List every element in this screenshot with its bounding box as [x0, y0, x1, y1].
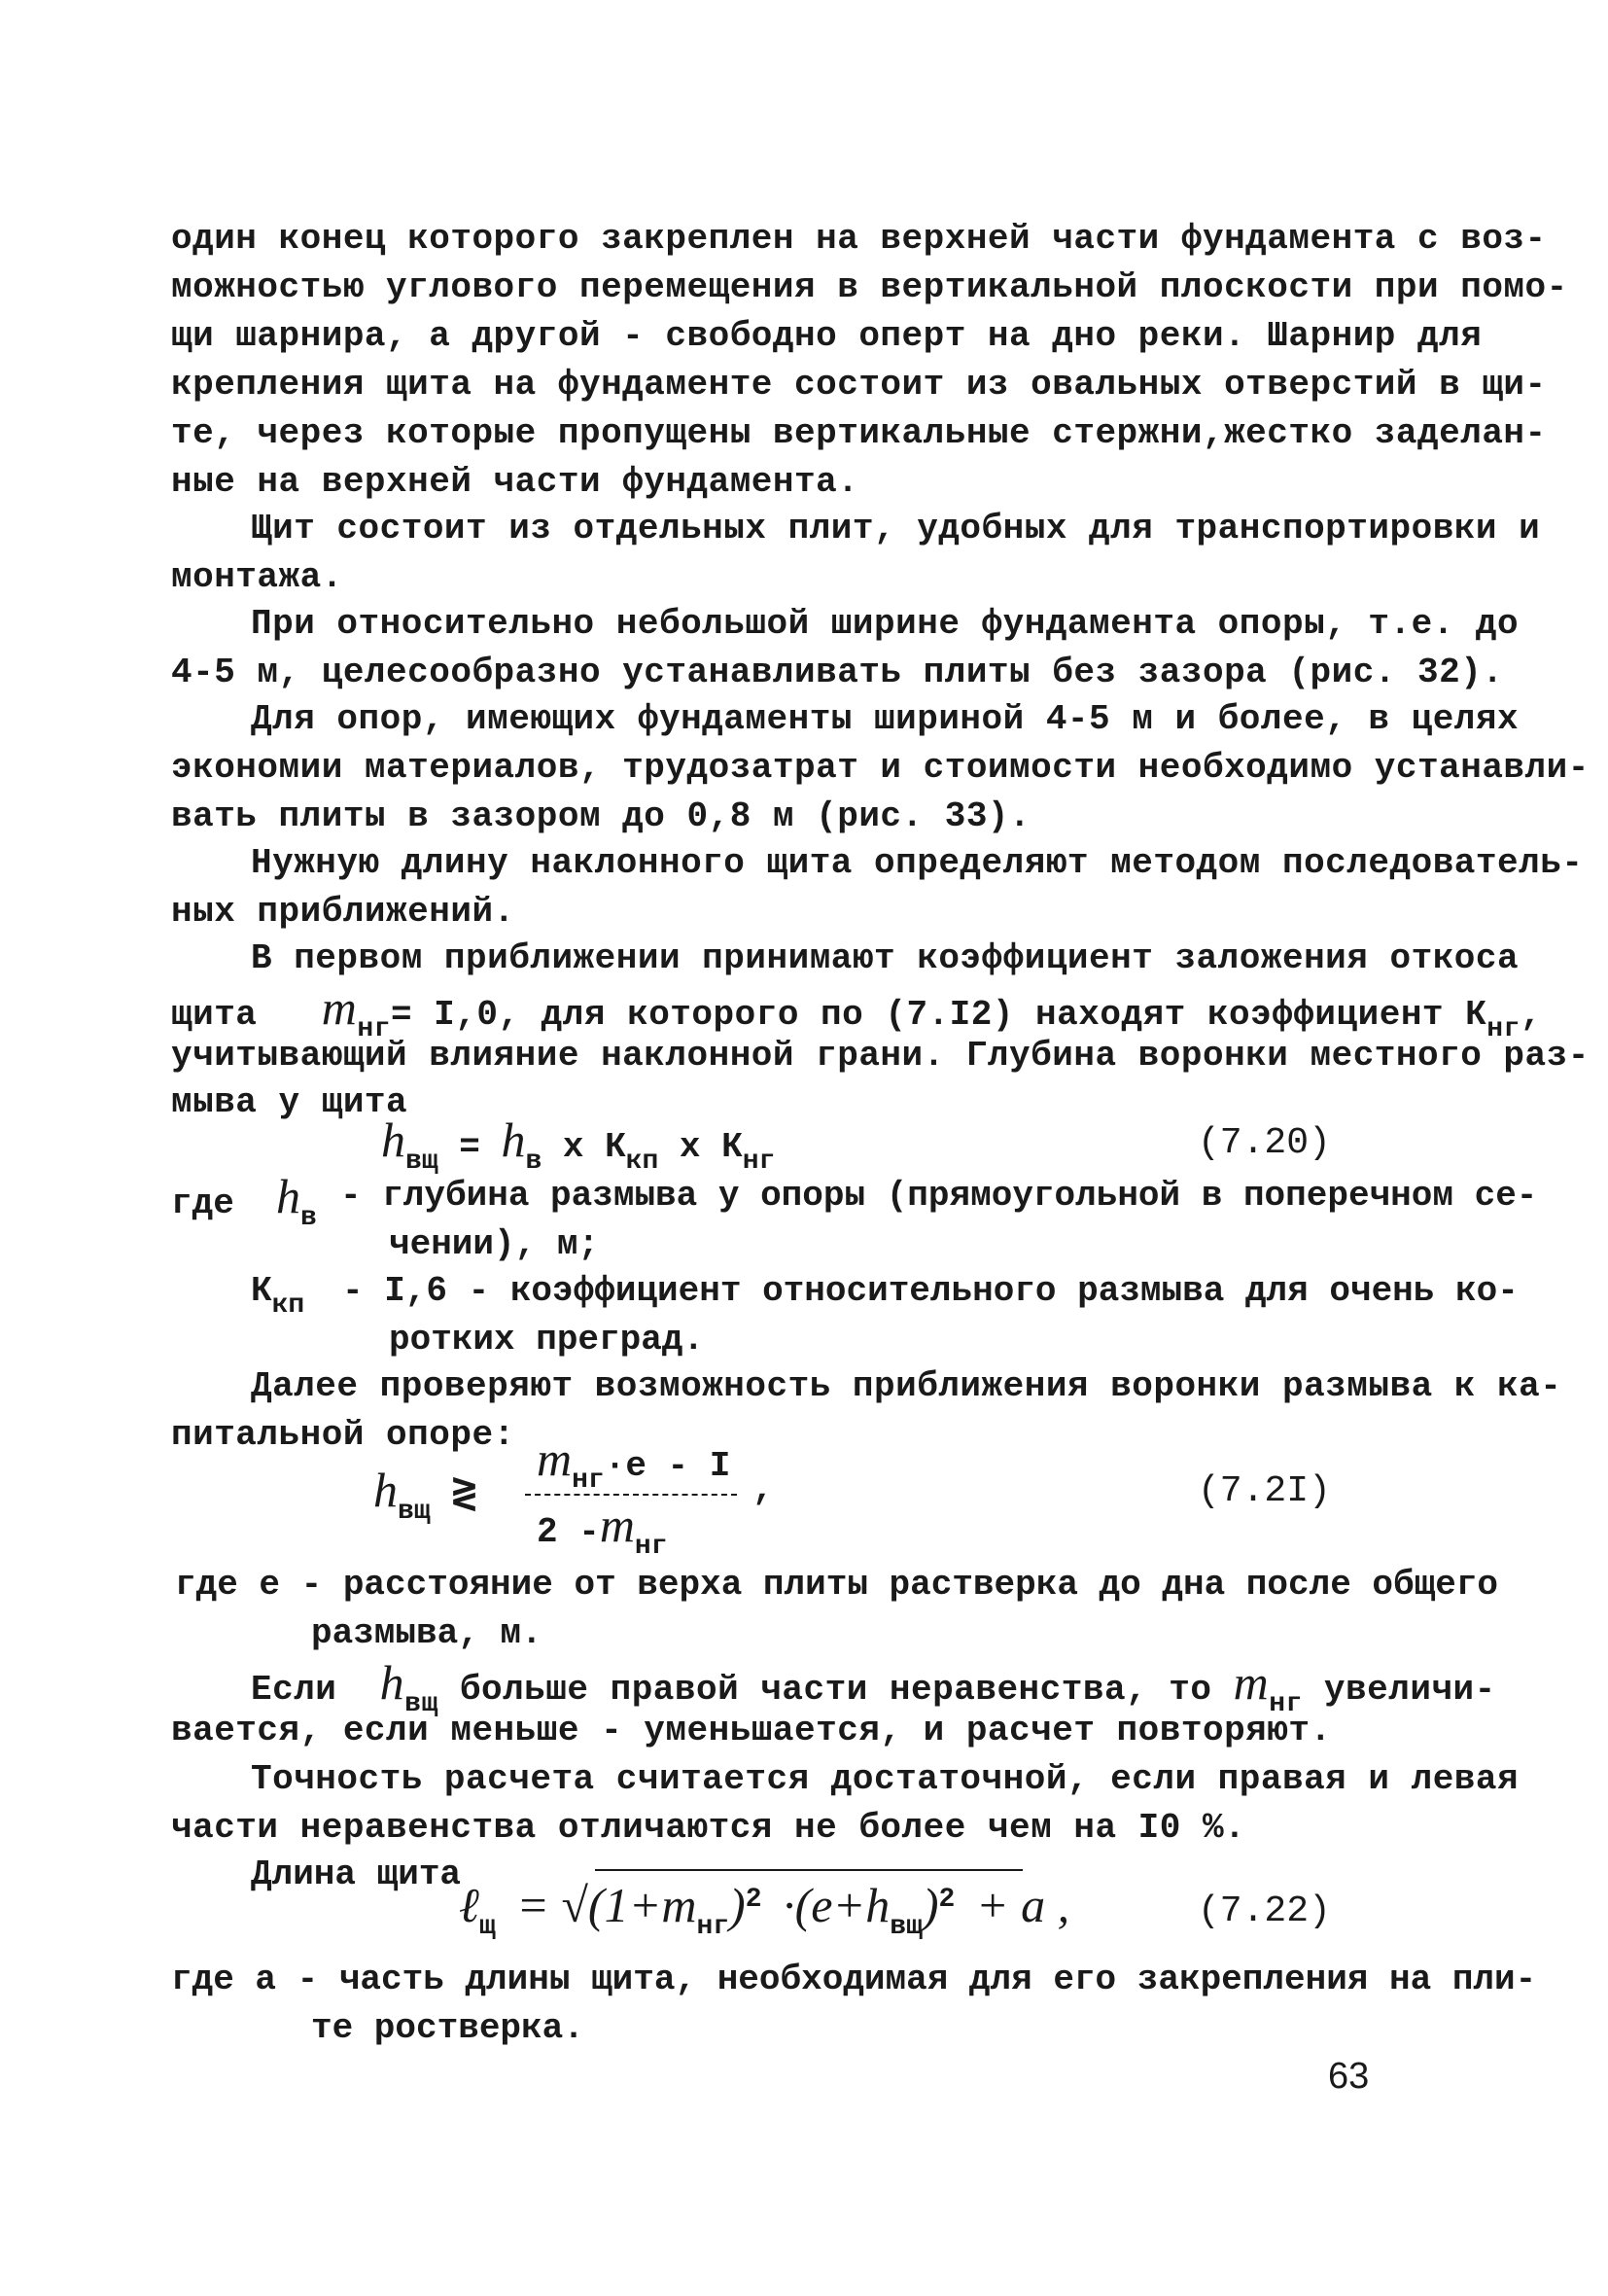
symbol-m: m: [321, 980, 358, 1035]
text-line: ные на верхней части фундамента.: [171, 462, 859, 502]
text-line: где е - расстояние от верха плиты растверка до дна после общего: [175, 1565, 1499, 1605]
where-label: где $h_в$: [171, 1169, 317, 1233]
text-line: вать плиты в зазором до 0,8 м (рис. 33).: [171, 796, 1031, 836]
text-line: мыва у щита: [171, 1082, 408, 1122]
text-line: ротких преград.: [389, 1320, 705, 1360]
text-line: чении), м;: [389, 1224, 600, 1264]
text-line: крепления щита на фундаменте состоит из овальных отверстий в щи-: [171, 365, 1547, 405]
text-line: Точность расчета считается достаточной, если правая и левая: [251, 1759, 1520, 1799]
text-line: экономии материалов, трудозатрат и стоимости необходимо устанавли-: [171, 748, 1590, 788]
text-line: можностью углового перемещения в вертикальной плоскости при помо-: [171, 267, 1568, 307]
text-line: части неравенства отличаются не более чем на I0 %.: [171, 1808, 1246, 1848]
page-number: 63: [1328, 2056, 1370, 2097]
fraction-bar: [525, 1494, 737, 1496]
equation-number: (7.2I): [1198, 1470, 1331, 1512]
text-line: 4-5 м, целесообразно устанавливать плиты без зазора (рис. 32).: [171, 653, 1504, 692]
text-line: те, через которые пропущены вертикальные стержни,жестко заделан-: [171, 413, 1547, 453]
text-line: питальной опоре:: [171, 1415, 515, 1455]
text-line: Для опор, имеющих фундаменты шириной 4-5 м и более, в целях: [251, 699, 1520, 739]
sqrt-bar: [595, 1869, 1023, 1871]
text-line: один конец которого закреплен на верхней части фундамента с воз-: [171, 219, 1547, 259]
text-line: размыва, м.: [311, 1613, 542, 1653]
text-line: щи шарнира, а другой - свободно оперт на дно реки. Шарнир для: [171, 316, 1483, 356]
equation-number: (7.20): [1198, 1122, 1331, 1164]
text-line: - глубина размыва у опоры (прямоугольной в поперечном се-: [340, 1176, 1538, 1216]
text-line-with-formula: щита $m_{нг}= I,0$, для которого по (7.I2) находят коэффициент $К_{нг}$,: [171, 980, 1542, 1044]
text-line: ных приближений.: [171, 892, 515, 932]
fraction-denominator: 2 $-m_{нг}$: [537, 1498, 668, 1562]
fraction-numerator: $m_{нг}\cdot e - I$: [537, 1431, 731, 1496]
text-line: где а - часть длины щита, необходимая для его закрепления на пли-: [171, 1960, 1537, 1999]
text-line-with-formula: Если $h_{вщ}$ больше правой части неравенства, то $m_{нг}$ увеличи-: [251, 1655, 1496, 1719]
text-line: вается, если меньше - уменьшается, и расчет повторяют.: [171, 1711, 1332, 1750]
where-label: $К_{кп}$: [251, 1271, 305, 1321]
text-line: те ростверка.: [311, 2008, 584, 2048]
equation-7-21-lhs: $h_{вщ}$ ≷: [373, 1463, 477, 1527]
equation-number: (7.22): [1198, 1890, 1331, 1932]
equation-7-20: $h_{вщ} = h_в$ x $К_{кп}$ x $К_{нг}$: [381, 1113, 776, 1177]
text-line: - I,6 - коэффициент относительного размыва для очень ко-: [342, 1271, 1519, 1311]
text-line: В первом приближении принимают коэффициент заложения откоса: [251, 938, 1520, 978]
equation-comma: ,: [752, 1469, 774, 1509]
text-line: Щит состоит из отдельных плит, удобных для транспортировки и: [251, 509, 1541, 548]
text-line: Далее проверяют возможность приближения воронки размыва к ка-: [251, 1366, 1562, 1406]
text-line: Нужную длину наклонного щита определяют методом последователь-: [251, 843, 1584, 883]
equation-label: Длина щита: [251, 1854, 462, 1894]
text-line: При относительно небольшой ширине фундамента опоры, т.е. до: [251, 604, 1520, 644]
text-line: учитывающий влияние наклонной грани. Глубина воронки местного раз-: [171, 1036, 1590, 1076]
text-line: монтажа.: [171, 557, 343, 597]
equation-7-22: ℓ$_щ$ = $√(1+m_{нг})^2 \cdot(e+h_{вщ})^2 + a$ ,: [459, 1878, 1070, 1942]
